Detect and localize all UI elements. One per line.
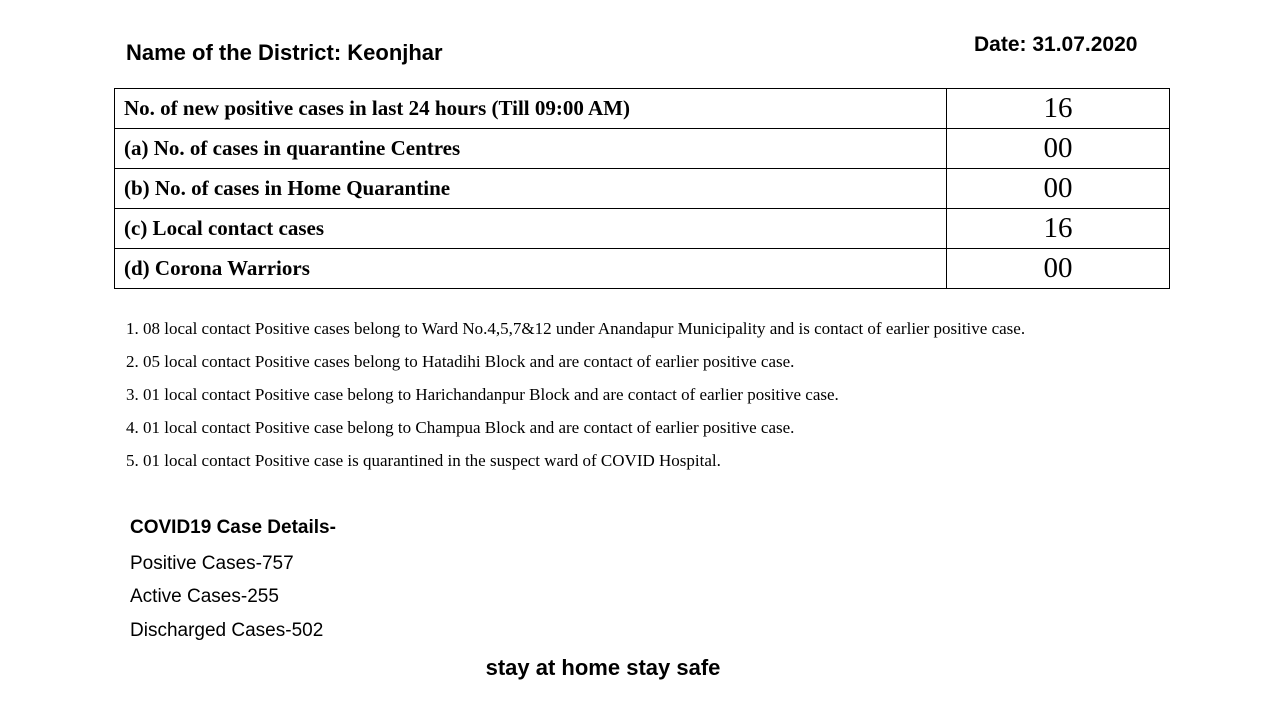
row-value: 16: [947, 89, 1170, 129]
table-row: [115, 89, 1170, 129]
district-name: Name of the District: Keonjhar: [126, 40, 443, 65]
table-row: [115, 249, 1170, 289]
active-cases: Active Cases-255: [130, 586, 279, 607]
row-value: 16: [947, 209, 1170, 249]
report-date: Date: 31.07.2020: [974, 33, 1138, 56]
list-item: 2. 05 local contact Positive cases belong to Hatadihi Block and are contact of earlier positive case.: [126, 352, 795, 371]
notes-list: [126, 318, 1160, 483]
row-value: 00: [947, 249, 1170, 289]
positive-cases: Positive Cases-757: [130, 553, 294, 574]
list-item: 3. 01 local contact Positive case belong to Harichandanpur Block and are contact of earlier positive case.: [126, 385, 839, 404]
row-label: (c) Local contact cases: [115, 209, 947, 249]
row-label: (b) No. of cases in Home Quarantine: [115, 169, 947, 209]
footer-slogan: stay at home stay safe: [485, 655, 721, 680]
row-value: 00: [947, 169, 1170, 209]
list-item: 4. 01 local contact Positive case belong to Champua Block and are contact of earlier positive case.: [126, 418, 795, 437]
list-item: 1. 08 local contact Positive cases belong to Ward No.4,5,7&12 under Anandapur Municipality and is contact of earlier positive case.: [126, 319, 1026, 338]
row-value: 00: [947, 129, 1170, 169]
list-item: 5. 01 local contact Positive case is quarantined in the suspect ward of COVID Hospital.: [126, 451, 721, 470]
cases-table: [114, 88, 1170, 289]
table-row: [115, 169, 1170, 209]
discharged-cases: Discharged Cases-502: [130, 620, 324, 641]
table-row: [115, 129, 1170, 169]
case-details-title: COVID19 Case Details-: [130, 517, 336, 538]
table-row: [115, 209, 1170, 249]
row-label: (a) No. of cases in quarantine Centres: [115, 129, 947, 169]
row-label: No. of new positive cases in last 24 hours (Till 09:00 AM): [115, 89, 947, 129]
row-label: (d) Corona Warriors: [115, 249, 947, 289]
